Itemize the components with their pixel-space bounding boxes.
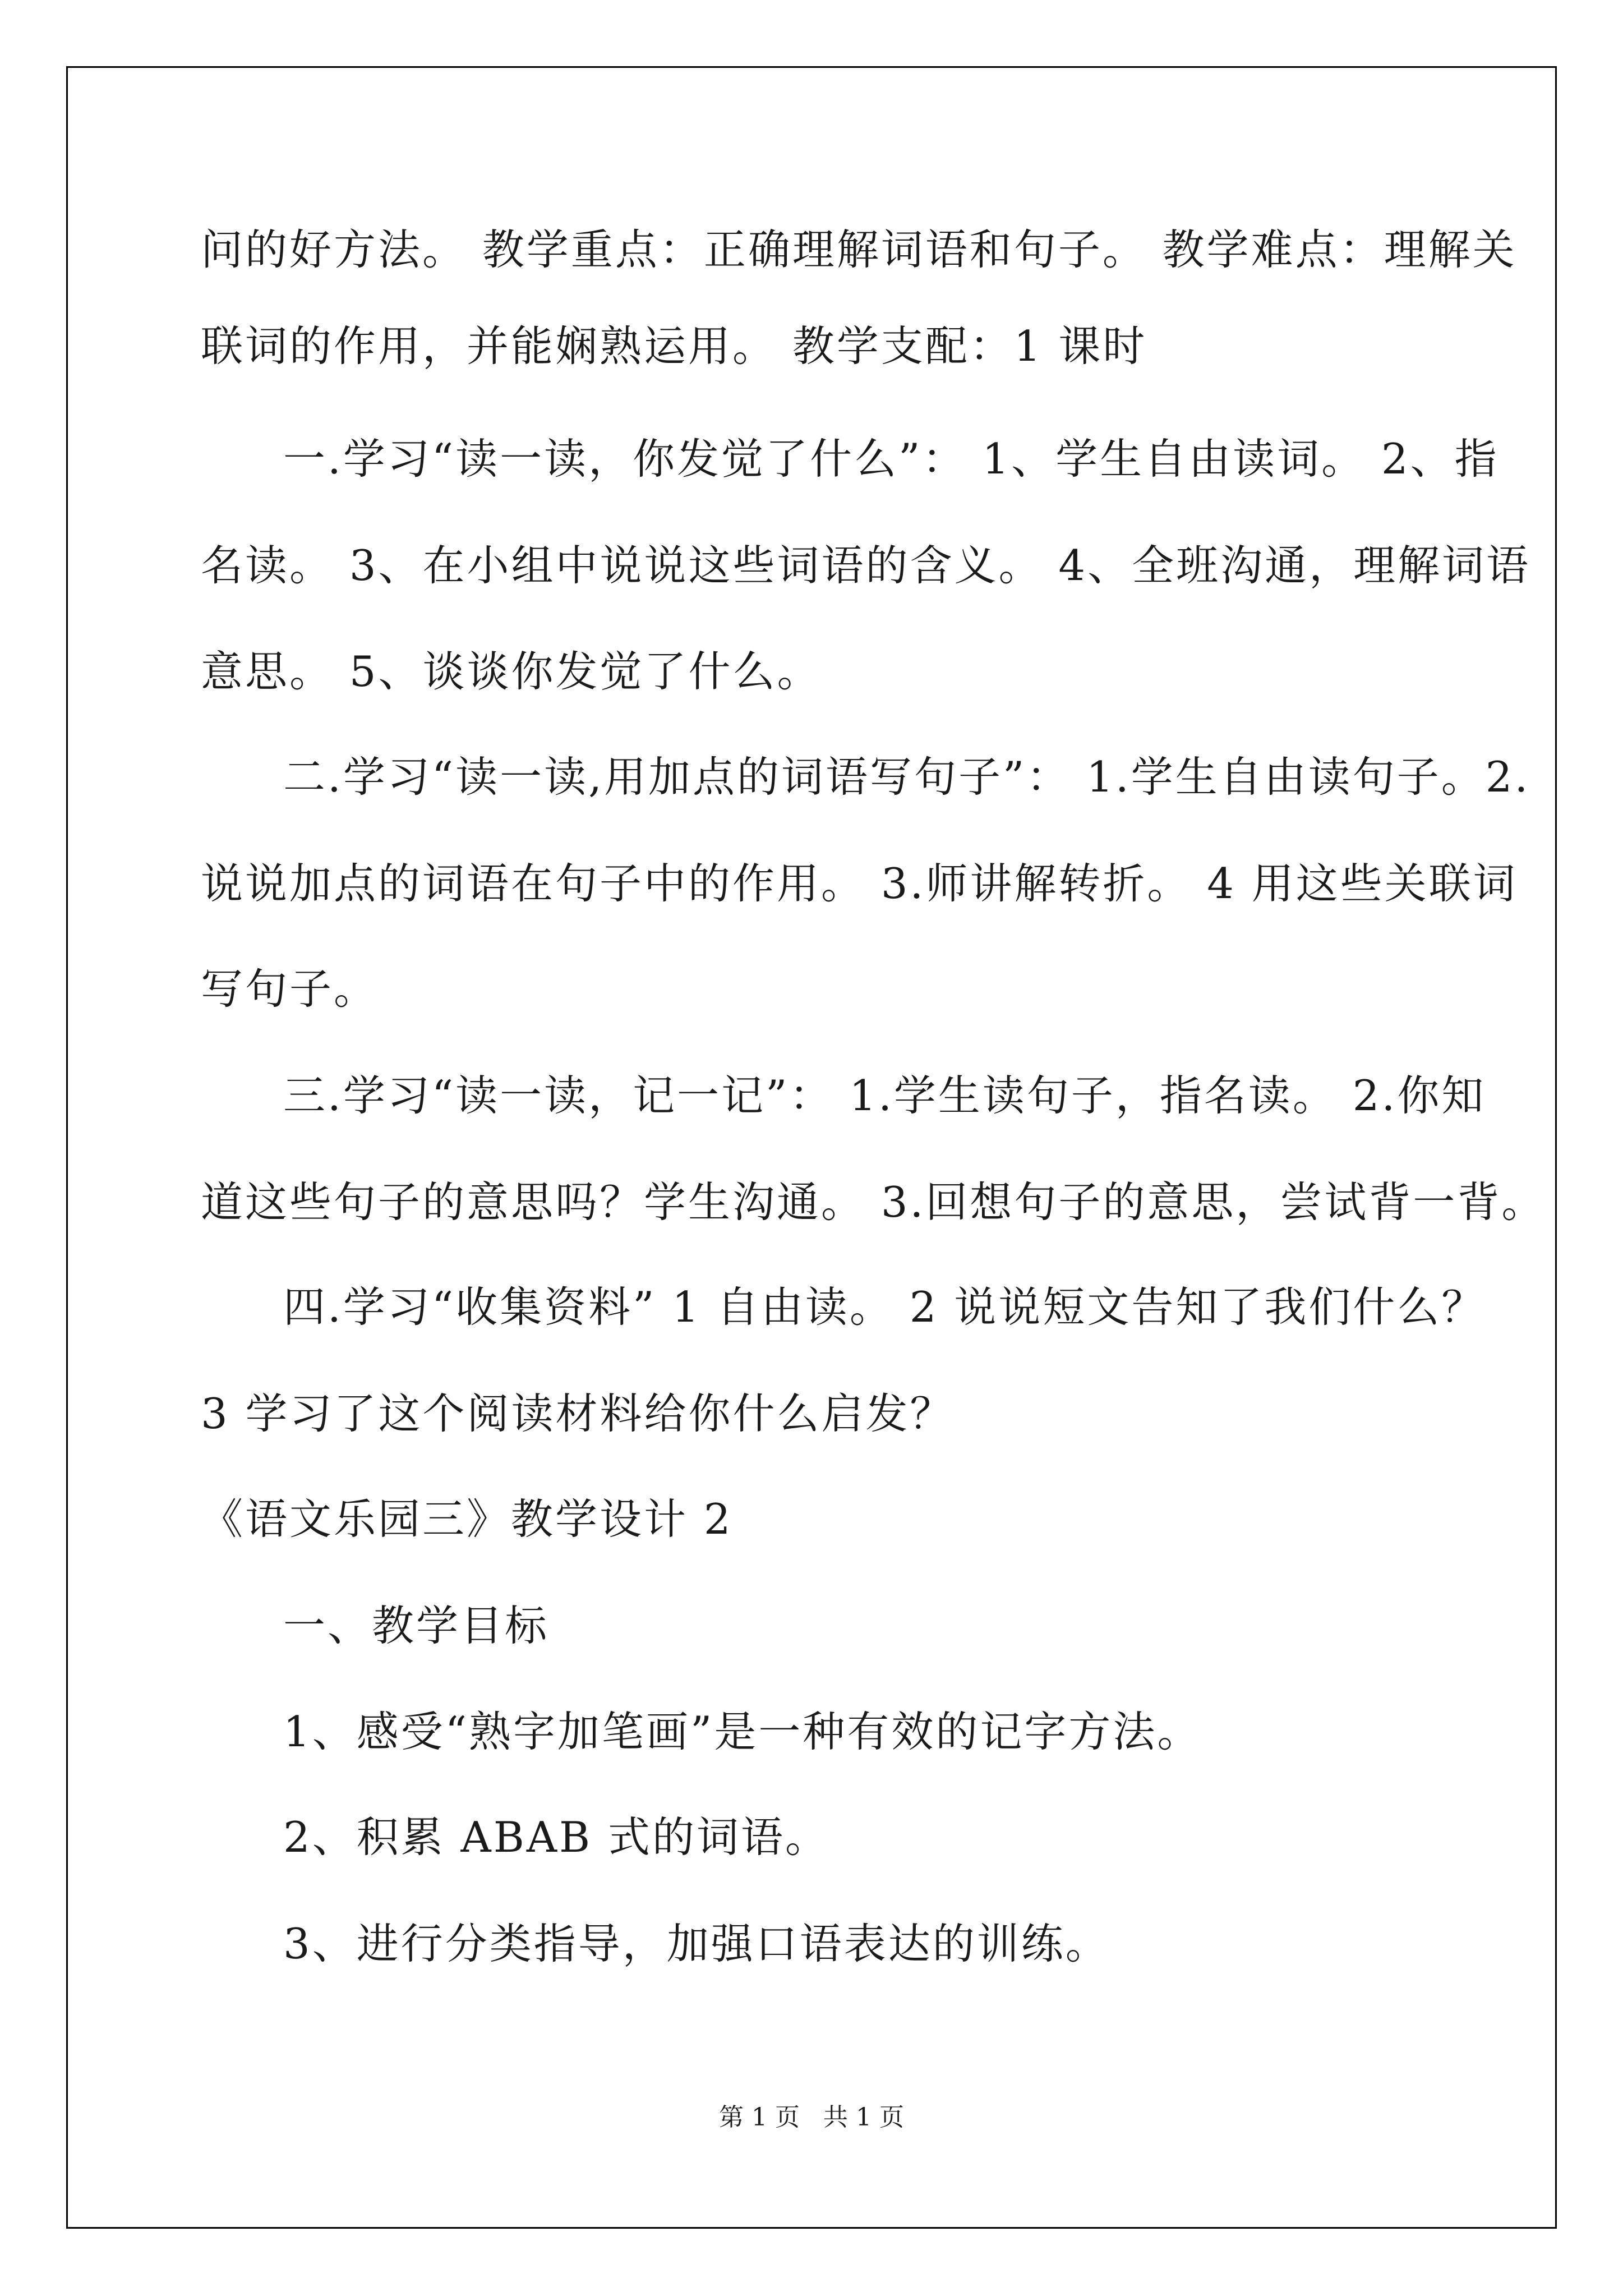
text-line: 三.学习“读一读，记一记”： 1.学生读句子，指名读。 2.你知 [283,1071,1486,1120]
text-line: 二.学习“读一读,用加点的词语写句子”： 1.学生自由读句子。2. [283,752,1530,802]
list-item: 3、进行分类指导，加强口语表达的训练。 [283,1919,1110,1968]
text-line: 名读。 3、在小组中说说这些词语的含义。 4、全班沟通，理解词语 [201,541,1531,590]
page-footer: 第 1 页 共 1 页 [719,2103,904,2132]
text-line: 四.学习“收集资料” 1 自由读。 2 说说短文告知了我们什么？ [283,1282,1486,1332]
subsection-heading: 一、教学目标 [283,1601,550,1650]
text-line: 一.学习“读一读，你发觉了什么”： 1、学生自由读词。 2、指 [283,434,1499,484]
page-border [66,66,1557,2229]
list-item: 1、感受“熟字加笔画”是一种有效的记字方法。 [283,1707,1202,1756]
text-line: 说说加点的词语在句子中的作用。 3.师讲解转折。 4 用这些关联词 [201,859,1518,908]
text-line: 意思。 5、谈谈你发觉了什么。 [201,647,822,696]
text-line: 联词的作用，并能娴熟运用。 教学支配：1 课时 [201,321,1147,371]
list-item: 2、积累 ABAB 式的词语。 [283,1812,829,1862]
text-line: 道这些句子的意思吗？学生沟通。 3.回想句子的意思，尝试背一背。 [201,1177,1546,1227]
section-heading: 《语文乐园三》教学设计 2 [201,1494,733,1544]
text-line: 3 学习了这个阅读材料给你什么启发？ [201,1389,955,1438]
text-line: 问的好方法。 教学重点：正确理解词语和句子。 教学难点：理解关 [201,225,1517,274]
text-line: 写句子。 [201,964,379,1014]
